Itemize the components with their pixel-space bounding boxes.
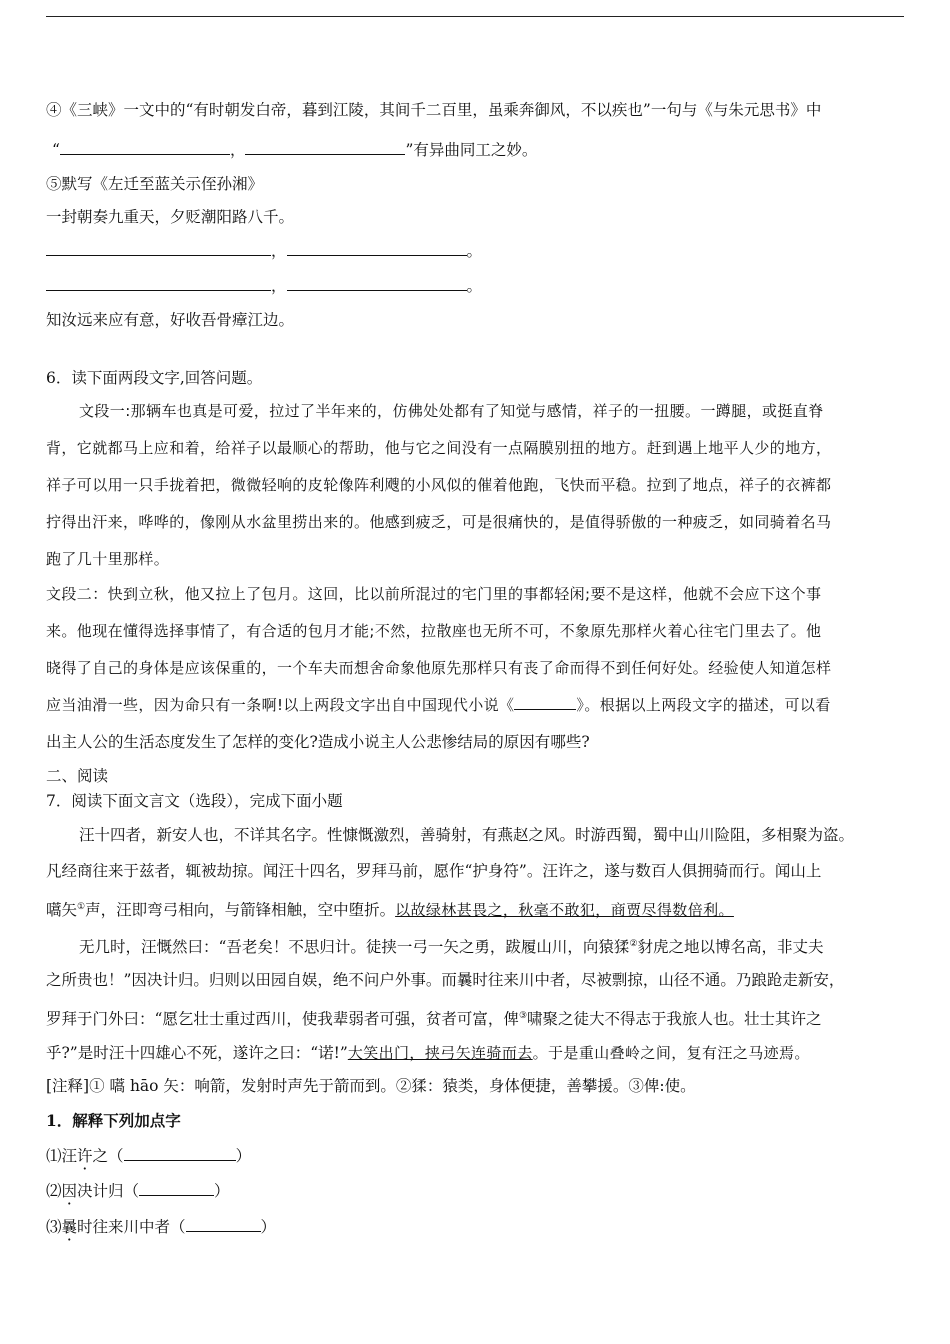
q7-p2-l3-a: 罗拜于门外曰：“愿乞壮士重过西川，使我辈弱者可强，贫者可富，俾 bbox=[46, 1010, 519, 1029]
answer-blank[interactable] bbox=[186, 1216, 261, 1232]
item-num: ⑶ bbox=[46, 1218, 62, 1236]
q5-blank-2[interactable] bbox=[287, 240, 467, 256]
q4-line2 bbox=[46, 139, 537, 161]
item-num: ⑴ bbox=[46, 1147, 62, 1165]
sub1-title bbox=[46, 1110, 181, 1132]
q7-p1-b: 声，汪即弯弓相向，与箭锋相触，空中堕折。 bbox=[85, 901, 396, 920]
q7-p2-l4-a: 乎?”是时汪十四雄心不死，遂许之曰：“诺!” bbox=[46, 1044, 348, 1062]
answer-blank[interactable] bbox=[124, 1145, 236, 1161]
q6-p2-line: 晓得了自己的身体是应该保重的，一个车夫而想舍命象他原先那样只有丧了命而得不到任何好处。经验使人知道怎样 bbox=[46, 659, 832, 677]
q5-comma-1: ， bbox=[271, 242, 287, 260]
q4-line1: ④《三峡》一文中的“有时朝发白帝，暮到江陵，其间千二百里，虽乘奔御风，不以疾也”一句与《与朱元思书》中 bbox=[46, 101, 822, 119]
item-num: ⑵ bbox=[46, 1182, 62, 1200]
q7-p2-l4-b: 。于是重山叠岭之间，复有汪之马迹焉。 bbox=[532, 1044, 810, 1062]
answer-blank[interactable] bbox=[139, 1180, 214, 1196]
section2-title: 二、阅读 bbox=[46, 767, 109, 785]
q6-question: 出主人公的生活态度发生了怎样的变化?造成小说主人公悲惨结局的原因有哪些? bbox=[46, 733, 590, 751]
q5-end-1: 。 bbox=[466, 242, 483, 260]
q4-blank-2[interactable] bbox=[245, 139, 405, 155]
sub1-title-text: 1．解释下列加点字 bbox=[46, 1111, 181, 1130]
q5-line1: 一封朝奏九重天，夕贬潮阳路八千。 bbox=[46, 208, 295, 226]
item-post: 决计归（ bbox=[77, 1182, 140, 1200]
item-post: 之（ bbox=[92, 1147, 124, 1165]
q5-blank-4[interactable] bbox=[287, 275, 467, 291]
q6-p1-line: 拧得出汗来，哗哗的，像刚从水盆里捞出来的。他感到疲乏，可是很痛快的，是值得骄傲的一种疲乏，如同骑着名马 bbox=[46, 513, 832, 531]
sub1-item bbox=[46, 1145, 251, 1167]
item-end: ） bbox=[260, 1218, 277, 1236]
q5-end-2: 。 bbox=[466, 277, 483, 295]
q6-p1-line: 背，它就都马上应和着，给祥子以最顺心的帮助，他与它之间没有一点隔膜别扭的地方。赶到遇上地平人少的地方， bbox=[46, 439, 832, 457]
sub1-item bbox=[46, 1180, 230, 1202]
q6-p1-line: 文段一:那辆车也真是可爱，拉过了半年来的，仿佛处处都有了知觉与感情，祥子的一扭腰。一蹲腿，或挺直脊 bbox=[79, 402, 824, 420]
q7-p2-l1-a: 无几时，汪慨然曰：“吾老矣！不思归计。徒挟一弓一矢之勇，跋履山川，向猿猱 bbox=[79, 938, 630, 957]
q4-close: ”有异曲同工之妙。 bbox=[405, 141, 538, 159]
q7-p1-a: 嚆矢 bbox=[46, 901, 78, 920]
q7-p1-underlined: 以故绿林甚畏之，秋毫不敢犯，商贾尽得数倍利。 bbox=[395, 901, 734, 920]
dotted-char: 曩 bbox=[61, 1218, 78, 1236]
q7-p2-l1-b: 豺虎之地以博名高，非丈夫 bbox=[637, 938, 824, 957]
q5-last: 知汝远来应有意，好收吾骨瘴江边。 bbox=[46, 311, 295, 329]
q6-p1-line: 祥子可以用一只手拢着把，微微轻响的皮轮像阵利飕的小风似的催着他跑，飞快而平稳。拉到了地点，祥子的衣裤都 bbox=[46, 476, 832, 494]
q6-p1-line: 跑了几十里那样。 bbox=[46, 550, 170, 568]
sub1-item bbox=[46, 1216, 276, 1238]
q5-blank-1[interactable] bbox=[46, 240, 271, 256]
note-ref-1: ① bbox=[77, 902, 86, 912]
q4-open-quote: “ bbox=[52, 141, 60, 159]
q7-p2-underlined: 大笑出门，挟弓矢连骑而去 bbox=[347, 1044, 533, 1062]
note-ref-3: ③ bbox=[518, 1011, 528, 1021]
dotted-char: 因 bbox=[61, 1182, 78, 1200]
q7-para2-line4 bbox=[46, 1042, 810, 1064]
q5-blank-3[interactable] bbox=[46, 275, 271, 291]
q6-p2-line-last bbox=[46, 694, 831, 716]
item-end: ） bbox=[214, 1182, 230, 1200]
note-ref-2: ② bbox=[629, 939, 638, 949]
q7-para2-line3 bbox=[46, 1005, 822, 1030]
q7-title: 7．阅读下面文言文（选段），完成下面小题 bbox=[46, 792, 343, 810]
q6-p2-line: 来。他现在懂得选择事情了，有合适的包月才能;不然，拉散座也无所不可，不象原先那样火着心往宅门里去了。他 bbox=[46, 622, 822, 640]
q6-p2-last-b: 》。根据以上两段文字的描述，可以看 bbox=[576, 696, 831, 714]
q7-note: [注释]① 嚆 hāo 矢：响箭，发射时声先于箭而到。②猱：猿类，身体便捷，善攀援。③俾:使。 bbox=[46, 1077, 696, 1095]
q4-comma: ， bbox=[229, 141, 246, 159]
q7-para1-line: 凡经商往来于兹者，辄被劫掠。闻汪十四名，罗拜马前，愿作“护身符”。汪许之，遂与数百人俱拥骑而行。闻山上 bbox=[46, 862, 822, 880]
item-post: 时往来川中者（ bbox=[77, 1218, 186, 1236]
dotted-char: 许 bbox=[77, 1147, 93, 1165]
q6-p2-line: 文段二：快到立秋，他又拉上了包月。这回，比以前所混过的宅门里的事都轻闲;要不是这样，他就不会应下这个事 bbox=[46, 585, 822, 603]
q5-line2 bbox=[46, 240, 482, 262]
top-rule bbox=[46, 16, 904, 17]
q7-p2-l3-b: 啸聚之徒大不得志于我旅人也。壮士其许之 bbox=[527, 1010, 822, 1029]
q7-para2-line1 bbox=[79, 933, 824, 958]
item-pre: 汪 bbox=[61, 1147, 78, 1165]
q7-para2-line2: 之所贵也！”因决计归。归则以田园自娱，绝不问户外事。而曩时往来川中者，尽被剽掠，山径不通。乃踉跄走新安， bbox=[46, 971, 845, 989]
q5-comma-2: ， bbox=[271, 277, 287, 295]
q7-para1-line-last bbox=[46, 896, 734, 921]
q5-line3 bbox=[46, 275, 482, 297]
q6-title: 6．读下面两段文字,回答问题。 bbox=[46, 369, 263, 387]
q6-p2-last-a: 应当油滑一些，因为命只有一条啊!以上两段文字出自中国现代小说《 bbox=[46, 696, 515, 714]
q7-para1-line: 汪十四者，新安人也，不详其名字。性慷慨激烈，善骑射，有燕赵之风。时游西蜀，蜀中山川险阻，多相聚为盗。 bbox=[79, 826, 855, 844]
q6-novel-blank[interactable] bbox=[514, 694, 576, 710]
q5-title: ⑤默写《左迁至蓝关示侄孙湘》 bbox=[46, 175, 264, 193]
q4-blank-1[interactable] bbox=[60, 139, 230, 155]
item-end: ） bbox=[235, 1147, 252, 1165]
